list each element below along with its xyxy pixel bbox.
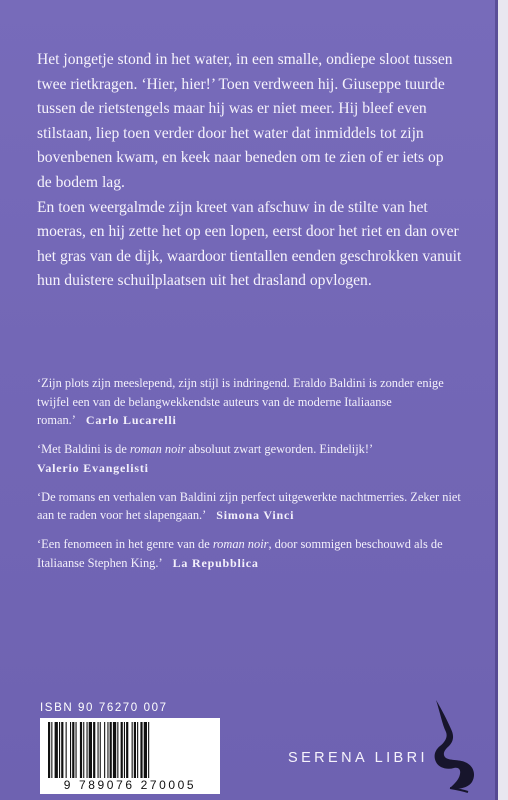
barcode-number: 9 789076 270005 <box>63 778 197 792</box>
excerpt-paragraph-2: En toen weergalmde zijn kreet van afschuw in de stilte van het moeras, en hij zette het op een lopen, eerst door het riet en dan over het gras van de dijk, waardoor tientallen eenden geschrokken vanuit hun duistere schuilplaatsen uit het drasland opvlogen. <box>37 198 462 290</box>
isbn-label: ISBN 90 76270 007 <box>40 702 168 714</box>
review-quote <box>37 535 462 572</box>
review-quotes <box>37 374 462 583</box>
publisher-name: SERENA LIBRI <box>288 750 428 766</box>
quote-author: Valerio Evangelisti <box>37 460 149 475</box>
quote-text: ‘De romans en verhalen van Baldini zijn perfect uitgewerkte nachtmerries. Zeker niet aan te raden voor het slapengaan.’ <box>37 489 461 522</box>
quote-author: Simona Vinci <box>216 508 295 522</box>
review-quote <box>37 488 462 525</box>
quote-text-after: absoluut zwart geworden. Eindelijk!’ <box>185 442 374 456</box>
barcode-bars <box>40 718 220 780</box>
quote-author: Carlo Lucarelli <box>85 413 177 427</box>
quote-text: ‘Met Baldini is de <box>37 442 130 456</box>
review-quote <box>37 440 462 477</box>
excerpt <box>37 48 462 294</box>
page-edge <box>498 0 508 800</box>
excerpt-paragraph-1: Het jongetje stond in het water, in een smalle, ondiepe sloot tussen twee rietkragen. ‘Hier, hier!’ Toen verdween hij. Giuseppe tuurde tussen de rietstengels maar hij was er niet meer. Hij bleef even stilstaan, liep toen verder door het water dat inmiddels tot zijn bovenbenen kwam, en keek naar beneden om te zien of er iets op de bodem lag. <box>37 51 453 191</box>
quote-text: ‘Een fenomeen in het genre van de <box>37 537 213 551</box>
swan-logo-icon <box>430 698 478 798</box>
quote-italic: roman noir <box>129 442 186 456</box>
quote-text: ‘Zijn plots zijn meeslepend, zijn stijl is indringend. Eraldo Baldini is zonder enige twijfel een van de belangwekkendste auteurs van de moderne Italiaanse roman.’ <box>37 376 444 427</box>
barcode <box>40 718 220 794</box>
quote-text-after: , door sommigen beschouwd als de Italiaanse Stephen King.’ <box>37 537 443 570</box>
review-quote <box>37 374 462 430</box>
quote-italic: roman noir <box>212 537 269 551</box>
quote-author: La Repubblica <box>172 555 259 570</box>
